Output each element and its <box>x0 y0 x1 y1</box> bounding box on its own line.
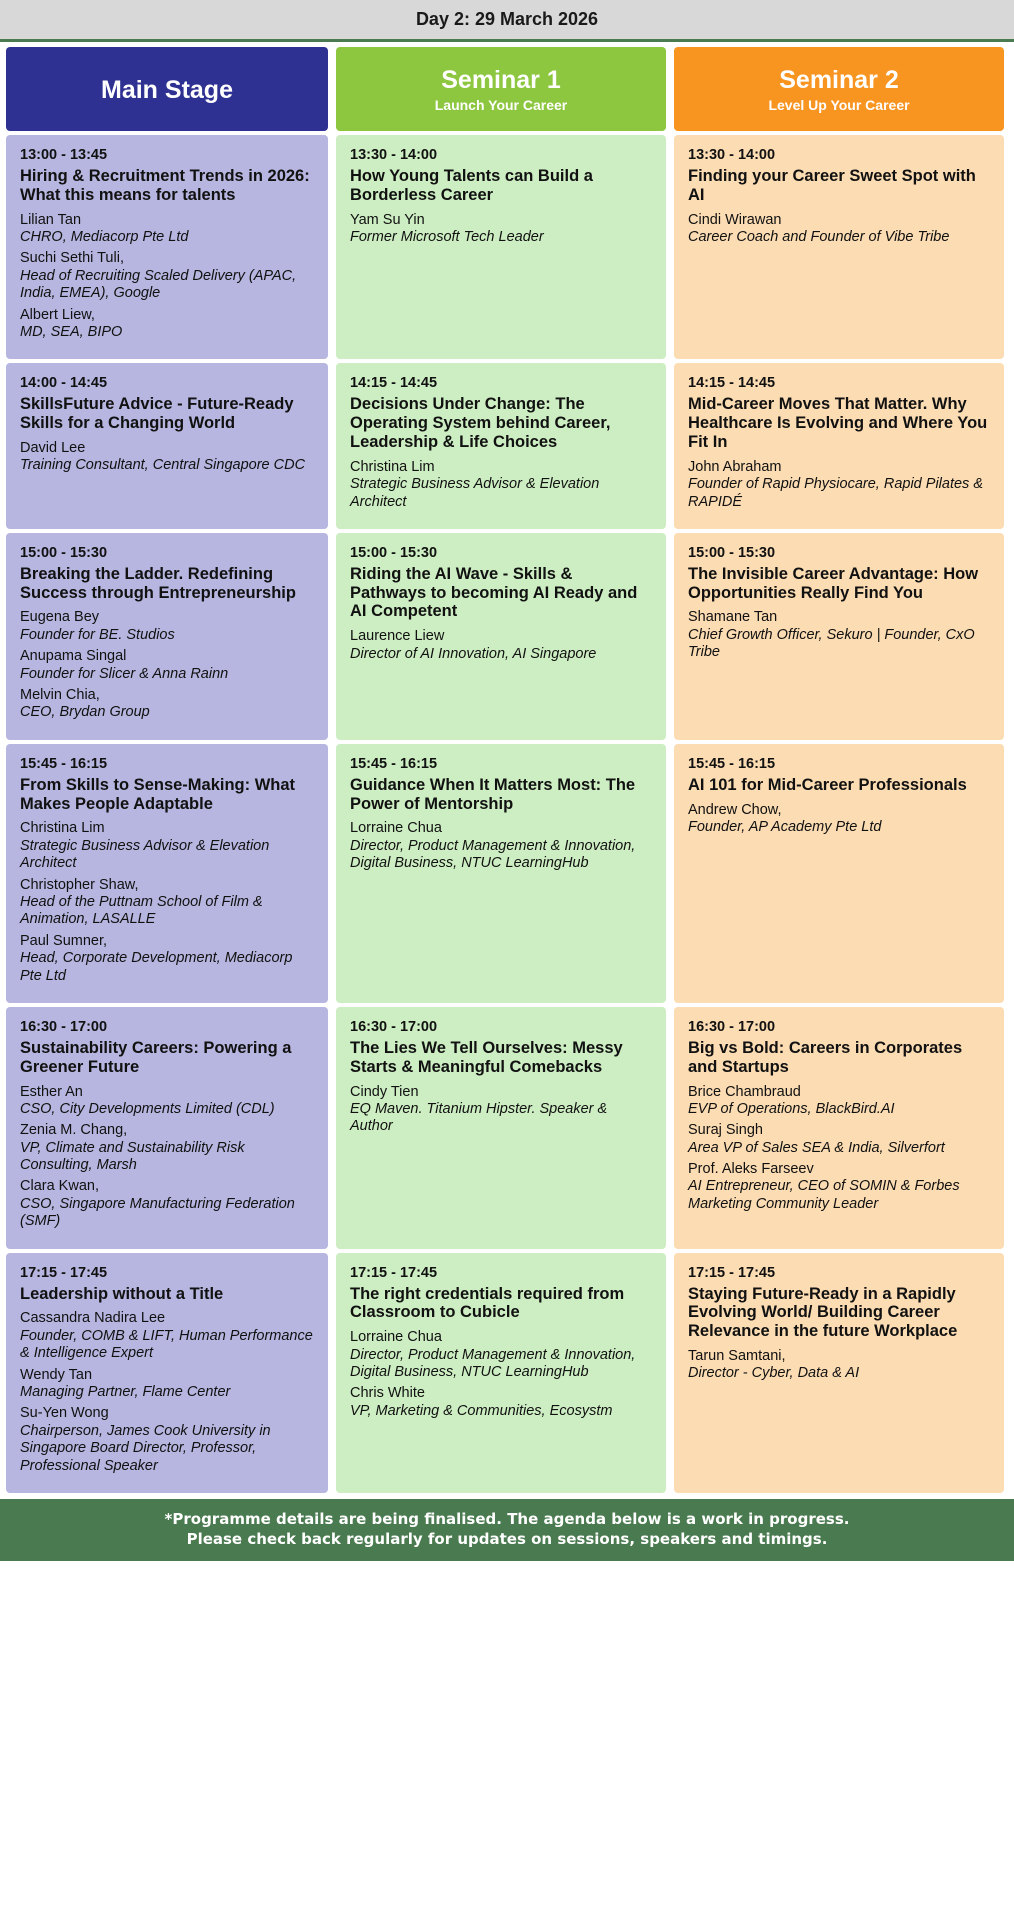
speaker-name: Cindi Wirawan <box>688 211 782 228</box>
session-title: SkillsFuture Advice - Future-Ready Skills for a Changing World <box>20 395 294 433</box>
speaker-role: Strategic Business Advisor & Elevation Architect <box>20 837 270 872</box>
session-time: 15:45 - 16:15 <box>350 755 438 772</box>
session-time: 13:00 - 13:45 <box>20 147 108 163</box>
column-title: Main Stage <box>101 75 233 104</box>
session-title: From Skills to Sense-Making: What Makes People Adaptable <box>20 775 296 813</box>
speaker <box>688 609 990 661</box>
table-row <box>6 744 1008 1003</box>
speaker-name: Wendy Tan <box>20 1366 93 1383</box>
speaker-name: Christopher Shaw, <box>20 876 139 893</box>
session-title: Decisions Under Change: The Operating System behind Career, Leadership & Life Choices <box>350 395 611 451</box>
session-title: Big vs Bold: Careers in Corporates and Startups <box>688 1038 963 1076</box>
session-title: AI 101 for Mid-Career Professionals <box>688 775 967 794</box>
speaker <box>688 212 990 247</box>
speaker-role: CHRO, Mediacorp Pte Ltd <box>20 228 189 245</box>
speaker <box>350 459 652 511</box>
speaker-role: EVP of Operations, BlackBird.AI <box>688 1100 895 1117</box>
speaker <box>20 877 314 929</box>
speaker <box>20 820 314 872</box>
speaker <box>20 1178 314 1230</box>
session-card-sem1[interactable] <box>336 744 666 1003</box>
speaker-role: Chairperson, James Cook University in Singapore Board Director, Professor, Professional Speaker <box>20 1422 271 1474</box>
speaker-role: Head of the Puttnam School of Film & Animation, LASALLE <box>20 893 263 928</box>
column-title: Seminar 1 <box>441 66 561 95</box>
speaker-role: Career Coach and Founder of Vibe Tribe <box>688 228 950 245</box>
session-title: Breaking the Ladder. Redefining Success through Entrepreneurship <box>20 564 296 602</box>
column-header-seminar-2[interactable] <box>674 47 1004 131</box>
session-time: 17:15 - 17:45 <box>688 1264 776 1281</box>
speaker <box>350 212 652 247</box>
speaker-name: Brice Chambraud <box>688 1083 801 1100</box>
speaker-name: Albert Liew, <box>20 306 95 323</box>
speaker-name: Andrew Chow, <box>688 801 782 818</box>
speaker-role: Director of AI Innovation, AI Singapore <box>350 645 597 662</box>
speaker <box>20 1084 314 1119</box>
session-title: The right credentials required from Classroom to Cubicle <box>350 1284 625 1322</box>
speaker-role: Strategic Business Advisor & Elevation Architect <box>350 476 600 510</box>
speaker-role: Chief Growth Officer, Sekuro | Founder, CxO Tribe <box>688 626 975 661</box>
column-subtitle: Level Up Your Career <box>768 96 910 113</box>
column-header-seminar-1[interactable] <box>336 47 666 131</box>
speaker-name: Paul Sumner, <box>20 932 108 949</box>
speaker-role: VP, Marketing & Communities, Ecosystm <box>350 1402 613 1419</box>
speaker-role: CSO, Singapore Manufacturing Federation (SMF) <box>20 1195 295 1230</box>
speaker-name: Clara Kwan, <box>20 1178 99 1195</box>
table-row <box>6 363 1008 529</box>
speaker-role: Founder, AP Academy Pte Ltd <box>688 819 882 836</box>
speaker-name: Suraj Singh <box>688 1122 763 1139</box>
session-time: 14:15 - 14:45 <box>688 375 776 392</box>
speaker-name: Prof. Aleks Farseev <box>688 1161 814 1178</box>
session-title: Guidance When It Matters Most: The Power of Mentorship <box>350 775 636 813</box>
speaker-role: Director - Cyber, Data & AI <box>688 1365 860 1382</box>
speaker-role: MD, SEA, BIPO <box>20 323 123 340</box>
session-card-sem2[interactable] <box>674 1007 1004 1249</box>
speaker <box>350 1329 652 1381</box>
session-card-main[interactable] <box>6 363 328 529</box>
speaker <box>688 459 990 511</box>
speaker-role: Founder for Slicer & Anna Rainn <box>20 665 229 682</box>
session-title: Riding the AI Wave - Skills & Pathways to becoming AI Ready and AI Competent <box>350 564 638 621</box>
session-card-sem1[interactable] <box>336 533 666 740</box>
session-card-sem2[interactable] <box>674 744 1004 1003</box>
footer-note <box>0 1499 1014 1562</box>
session-card-sem2[interactable] <box>674 533 1004 740</box>
session-time: 17:15 - 17:45 <box>350 1264 438 1281</box>
speaker <box>350 1385 652 1420</box>
session-title: The Invisible Career Advantage: How Opportunities Really Find You <box>688 564 979 602</box>
speaker <box>688 1122 990 1157</box>
session-time: 15:00 - 15:30 <box>688 544 776 561</box>
session-card-sem2[interactable] <box>674 363 1004 529</box>
speaker-role: Training Consultant, Central Singapore CDC <box>20 457 306 474</box>
speaker-name: Chris White <box>350 1385 425 1402</box>
speaker <box>20 933 314 985</box>
speaker-role: Head of Recruiting Scaled Delivery (APAC, India, EMEA), Google <box>20 267 297 302</box>
speaker-name: Eugena Bey <box>20 609 100 626</box>
speaker <box>350 628 652 663</box>
session-title: Sustainability Careers: Powering a Greener Future <box>20 1038 292 1076</box>
table-row <box>6 1253 1008 1493</box>
session-time: 14:00 - 14:45 <box>20 375 108 392</box>
speaker <box>20 250 314 302</box>
footer-line-1: *Programme details are being finalised. The agenda below is a work in progress. <box>164 1509 850 1528</box>
speaker-role: Managing Partner, Flame Center <box>20 1384 231 1401</box>
speaker <box>20 212 314 247</box>
speaker-role: CSO, City Developments Limited (CDL) <box>20 1100 275 1117</box>
session-time: 15:45 - 16:15 <box>688 755 776 772</box>
speaker <box>20 687 314 722</box>
speaker-role: Founder, COMB & LIFT, Human Performance & Intelligence Expert <box>20 1327 313 1362</box>
speaker-role: VP, Climate and Sustainability Risk Consulting, Marsh <box>20 1139 245 1174</box>
session-card-main[interactable] <box>6 533 328 740</box>
table-row <box>6 135 1008 359</box>
speaker <box>688 1084 990 1119</box>
table-row <box>6 533 1008 740</box>
speaker-name: Zenia M. Chang, <box>20 1122 128 1139</box>
speaker-name: Christina Lim <box>20 820 105 837</box>
session-time: 16:30 - 17:00 <box>20 1018 108 1035</box>
speaker-role: Head, Corporate Development, Mediacorp Pte Ltd <box>20 950 293 984</box>
speaker <box>20 609 314 644</box>
speaker <box>20 1405 314 1475</box>
speaker-name: Laurence Liew <box>350 628 445 645</box>
speaker <box>20 440 314 475</box>
session-time: 13:30 - 14:00 <box>350 147 438 163</box>
speaker-role: Founder of Rapid Physiocare, Rapid Pilates & RAPIDÉ <box>688 476 983 510</box>
table-row <box>6 1007 1008 1249</box>
column-subtitle: Launch Your Career <box>434 96 568 113</box>
speaker-name: David Lee <box>20 439 86 456</box>
session-title: Leadership without a Title <box>20 1284 224 1303</box>
speaker <box>20 1367 314 1402</box>
speaker-name: Christina Lim <box>350 458 435 475</box>
column-title: Seminar 2 <box>779 66 899 95</box>
speaker <box>350 820 652 872</box>
speaker-role: Founder for BE. Studios <box>20 626 175 643</box>
session-card-sem1[interactable] <box>336 363 666 529</box>
session-card-sem1[interactable] <box>336 1253 666 1493</box>
session-title: Mid-Career Moves That Matter. Why Healthcare Is Evolving and Where You Fit In <box>688 395 988 451</box>
speaker-role: Director, Product Management & Innovation, Digital Business, NTUC LearningHub <box>350 1346 636 1381</box>
speaker <box>688 1348 990 1383</box>
column-headers <box>6 42 1008 131</box>
session-card-main[interactable] <box>6 1253 328 1493</box>
session-card-main[interactable] <box>6 1007 328 1249</box>
day-header <box>0 0 1014 42</box>
speaker-name: Tarun Samtani, <box>688 1348 786 1365</box>
footer-line-2: Please check back regularly for updates on sessions, speakers and timings. <box>186 1530 828 1549</box>
session-time: 17:15 - 17:45 <box>20 1264 108 1281</box>
speaker-role: CEO, Brydan Group <box>20 704 150 721</box>
session-time: 16:30 - 17:00 <box>350 1018 438 1035</box>
speaker <box>20 1122 314 1174</box>
speaker-name: Su-Yen Wong <box>20 1405 109 1422</box>
session-time: 14:15 - 14:45 <box>350 375 438 392</box>
session-time: 15:00 - 15:30 <box>20 544 108 561</box>
session-time: 15:00 - 15:30 <box>350 544 438 561</box>
speaker-name: Melvin Chia, <box>20 687 100 704</box>
session-card-sem2[interactable] <box>674 135 1004 359</box>
session-card-sem1[interactable] <box>336 1007 666 1249</box>
day-title: Day 2: 29 March 2026 <box>415 9 599 29</box>
speaker <box>20 1310 314 1362</box>
speaker-role: EQ Maven. Titanium Hipster. Speaker & Author <box>350 1100 608 1135</box>
session-time: 13:30 - 14:00 <box>688 147 776 163</box>
speaker-name: Lorraine Chua <box>350 820 442 837</box>
speaker <box>688 1161 990 1213</box>
speaker-role: AI Entrepreneur, CEO of SOMIN & Forbes Marketing Community Leader <box>688 1178 960 1212</box>
session-title: The Lies We Tell Ourselves: Messy Starts & Meaningful Comebacks <box>350 1038 623 1076</box>
session-title: Hiring & Recruitment Trends in 2026: What this means for talents <box>20 167 310 204</box>
column-header-main-stage[interactable] <box>6 47 328 131</box>
session-title: How Young Talents can Build a Borderless Career <box>350 167 593 204</box>
session-title: Staying Future-Ready in a Rapidly Evolving World/ Building Career Relevance in the future Workplace <box>688 1284 958 1341</box>
speaker-name: Cindy Tien <box>350 1083 419 1100</box>
session-card-sem2[interactable] <box>674 1253 1004 1493</box>
speaker <box>20 307 314 342</box>
speaker-name: Cassandra Nadira Lee <box>20 1310 166 1327</box>
session-card-sem1[interactable] <box>336 135 666 359</box>
session-time: 15:45 - 16:15 <box>20 755 108 772</box>
agenda-grid <box>0 42 1014 1493</box>
session-time: 16:30 - 17:00 <box>688 1018 776 1035</box>
speaker <box>688 802 990 837</box>
speaker <box>350 1084 652 1136</box>
speaker-name: Suchi Sethi Tuli, <box>20 250 124 267</box>
speaker <box>20 648 314 683</box>
session-card-main[interactable] <box>6 744 328 1003</box>
speaker-role: Former Microsoft Tech Leader <box>350 228 544 245</box>
speaker-role: Director, Product Management & Innovation, Digital Business, NTUC LearningHub <box>350 837 636 872</box>
speaker-name: Lilian Tan <box>20 211 82 228</box>
speaker-role: Area VP of Sales SEA & India, Silverfort <box>688 1139 945 1156</box>
speaker-name: Yam Su Yin <box>350 211 425 228</box>
speaker-name: Shamane Tan <box>688 609 778 626</box>
session-rows <box>6 135 1008 1493</box>
speaker-name: Lorraine Chua <box>350 1329 442 1346</box>
session-card-main[interactable] <box>6 135 328 359</box>
speaker-name: Esther An <box>20 1083 83 1100</box>
session-title: Finding your Career Sweet Spot with AI <box>688 167 976 204</box>
speaker-name: Anupama Singal <box>20 648 127 665</box>
speaker-name: John Abraham <box>688 458 782 475</box>
